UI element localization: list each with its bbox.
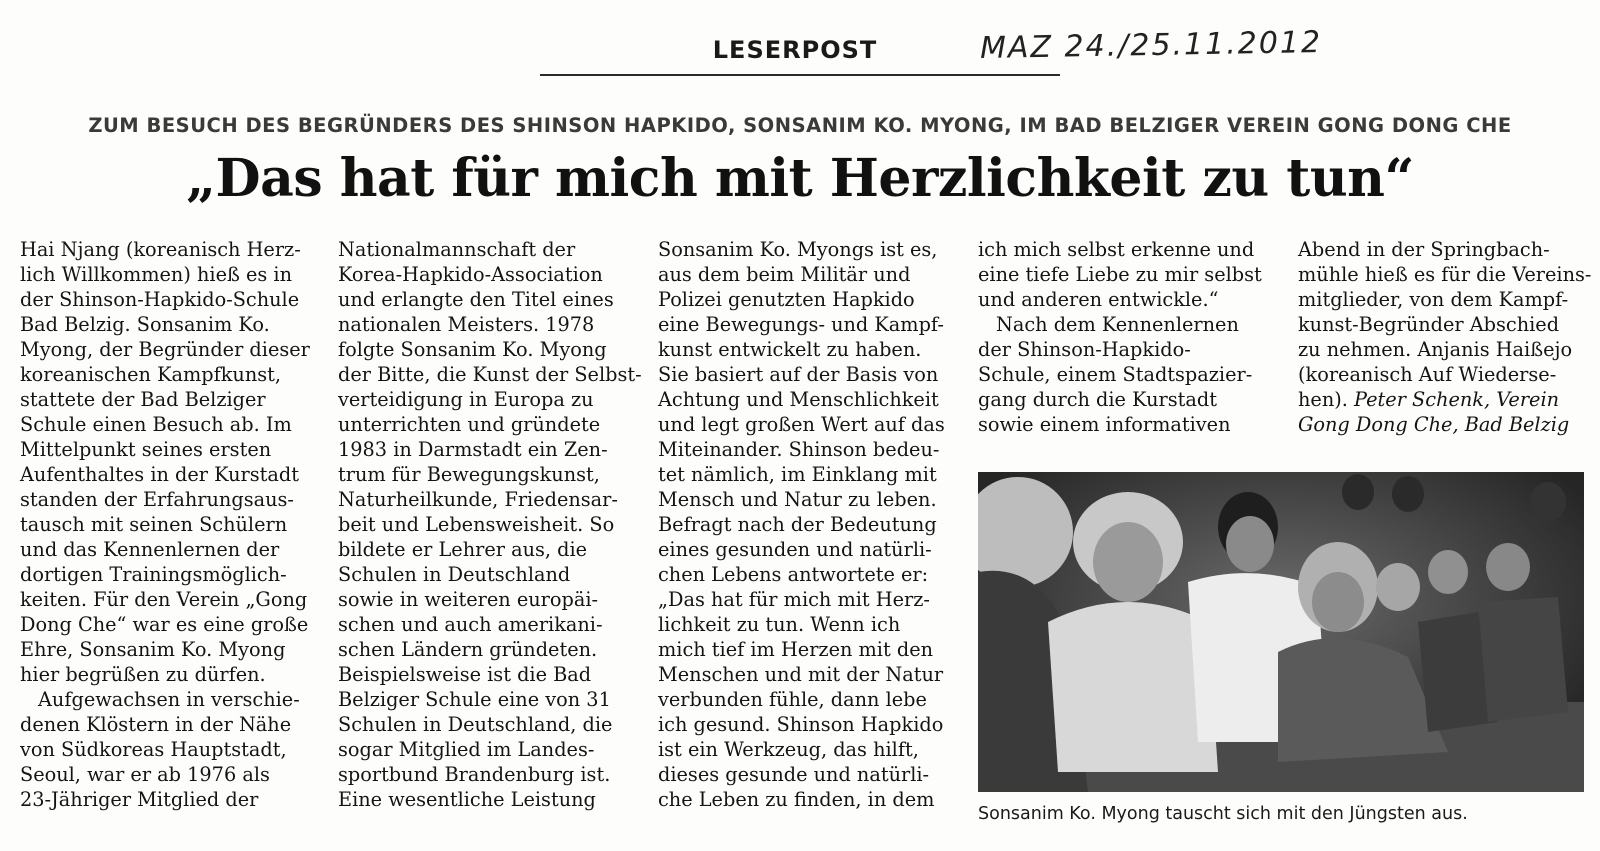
article-text-line: „Das hat für mich mit Herz- xyxy=(658,588,930,611)
article-text-line: tausch mit seinen Schülern xyxy=(20,513,288,536)
article-text-line: ist ein Werkzeug, das hilft, xyxy=(658,738,919,761)
article-text-line: aus dem beim Militär und xyxy=(658,263,911,286)
article-text-line: eines gesunden und natürli- xyxy=(658,538,932,561)
article-text-line: standen der Erfahrungsaus- xyxy=(20,488,294,511)
article-text-line: denen Klöstern in der Nähe xyxy=(20,713,292,736)
article-column-5 xyxy=(1298,237,1592,437)
article-text-line: ich mich selbst erkenne und xyxy=(978,238,1255,261)
article-text-line: sogar Mitglied im Landes- xyxy=(338,738,595,761)
article-text-line: Beispielsweise ist die Bad xyxy=(338,663,592,686)
article-text-line: zu nehmen. Anjanis Haißejo xyxy=(1298,338,1573,361)
article-text-line: tet nämlich, im Einklang mit xyxy=(658,463,937,486)
article-text-line: lichkeit zu tun. Wenn ich xyxy=(658,613,901,636)
article-text-line: Seoul, war er ab 1976 als xyxy=(20,763,270,786)
article-text-line: Menschen und mit der Natur xyxy=(658,663,944,686)
section-label: LESERPOST xyxy=(712,36,878,64)
section-rule xyxy=(540,74,1060,76)
article-text-line: Aufenthaltes in der Kurstadt xyxy=(20,463,299,486)
article-text-line: Mensch und Natur zu leben. xyxy=(658,488,937,511)
article-text-line: Nationalmannschaft der xyxy=(338,238,576,261)
article-text-line: keiten. Für den Verein „Gong xyxy=(20,588,308,611)
article-text-line: mühle hieß es für die Vereins- xyxy=(1298,263,1592,286)
photo-caption: Sonsanim Ko. Myong tauscht sich mit den Jüngsten aus. xyxy=(978,804,1468,824)
article-text-line: chen Lebens antwortete er: xyxy=(658,563,929,586)
article-kicker: ZUM BESUCH DES BEGRÜNDERS DES SHINSON HAPKIDO, SONSANIM KO. MYONG, IM BAD BELZIGER VEREIN GONG DONG CHE xyxy=(88,114,1512,137)
article-text-line: trum für Bewegungskunst, xyxy=(338,463,600,486)
article-text-line: Hai Njang (koreanisch Herz- xyxy=(20,238,301,261)
article-text-line: schen und auch amerikani- xyxy=(338,613,603,636)
photo-scene xyxy=(978,472,1584,792)
article-text-line: 1983 in Darmstadt ein Zen- xyxy=(338,438,608,461)
article-text-line: Schulen in Deutschland, die xyxy=(338,713,613,736)
article-column-3 xyxy=(658,237,948,812)
article-text-line: Nach dem Kennenlernen xyxy=(996,313,1239,336)
article-text-line: verteidigung in Europa zu xyxy=(338,388,594,411)
article-text-line: eine Bewegungs- und Kampf- xyxy=(658,313,944,336)
article-text-line: Naturheilkunde, Friedensar- xyxy=(338,488,618,511)
author-signature: Peter Schenk, Verein xyxy=(1347,388,1560,411)
article-text-line: Sonsanim Ko. Myongs ist es, xyxy=(658,238,938,261)
article-text-line: von Südkoreas Hauptstadt, xyxy=(20,738,287,761)
article-text-line: ich gesund. Shinson Hapkido xyxy=(658,713,944,736)
article-text-line: mitglieder, von dem Kampf- xyxy=(1298,288,1569,311)
article-text-line: dortigen Trainingsmöglich- xyxy=(20,563,287,586)
article-text-line: eine tiefe Liebe zu mir selbst xyxy=(978,263,1262,286)
article-text-line: lich Willkommen) hieß es in xyxy=(20,263,293,286)
article-text-line: kunst entwickelt zu haben. xyxy=(658,338,922,361)
article-text-line: Bad Belzig. Sonsanim Ko. xyxy=(20,313,270,336)
article-text-line: Befragt nach der Bedeutung xyxy=(658,513,937,536)
article-text-line: und legt großen Wert auf das xyxy=(658,413,945,436)
article-text-line: Eine wesentliche Leistung xyxy=(338,788,596,811)
article-text-line: 23-Jähriger Mitglied der xyxy=(20,788,259,811)
article-text-line: Korea-Hapkido-Association xyxy=(338,263,603,286)
article-text-line: folgte Sonsanim Ko. Myong xyxy=(338,338,607,361)
article-text-line: Mittelpunkt seines ersten xyxy=(20,438,272,461)
article-text-line: Schulen in Deutschland xyxy=(338,563,571,586)
article-text-line: Sie basiert auf der Basis von xyxy=(658,363,939,386)
article-text-line: unterrichten und gründete xyxy=(338,413,601,436)
article-text-line: Dong Che“ war es eine große xyxy=(20,613,309,636)
article-text-line: Polizei genutzten Hapkido xyxy=(658,288,915,311)
article-text-line: Abend in der Springbach- xyxy=(1298,238,1550,261)
article-column-2 xyxy=(338,237,642,812)
article-text-line: gang durch die Kurstadt xyxy=(978,388,1217,411)
article-text-line: verbunden fühle, dann lebe xyxy=(658,688,927,711)
article-text-line: sowie einem informativen xyxy=(978,413,1231,436)
article-text-line: Achtung und Menschlichkeit xyxy=(658,388,939,411)
article-headline: „Das hat für mich mit Herzlichkeit zu tun“ xyxy=(186,148,1414,209)
article-text-line: Aufgewachsen in verschie- xyxy=(38,688,300,711)
article-text-line: Schule einen Besuch ab. Im xyxy=(20,413,292,436)
article-text-line: hier begrüßen zu dürfen. xyxy=(20,663,266,686)
article-text-line: schen Ländern gründeten. xyxy=(338,638,598,661)
article-text-line: che Leben zu finden, in dem xyxy=(658,788,935,811)
article-text-line: und das Kennenlernen der xyxy=(20,538,280,561)
article-text-line: und erlangte den Titel eines xyxy=(338,288,614,311)
article-text-line: beit und Lebensweisheit. So xyxy=(338,513,615,536)
article-text-line: nationalen Meisters. 1978 xyxy=(338,313,595,336)
article-text-line: koreanischen Kampfkunst, xyxy=(20,363,282,386)
article-text-line: stattete der Bad Belziger xyxy=(20,388,266,411)
article-text-line: der Shinson-Hapkido-Schule xyxy=(20,288,300,311)
article-photo xyxy=(978,472,1584,792)
article-text-line: sportbund Brandenburg ist. xyxy=(338,763,611,786)
article-text-line: hen). Peter Schenk, Verein xyxy=(1298,388,1560,411)
article-text-line: dieses gesunde und natürli- xyxy=(658,763,930,786)
article-text-line: Schule, einem Stadtspazier- xyxy=(978,363,1253,386)
article-text-line: Myong, der Begründer dieser xyxy=(20,338,310,361)
handwritten-date-note: MAZ 24./25.11.2012 xyxy=(979,25,1323,66)
author-signature: Gong Dong Che, Bad Belzig xyxy=(1298,413,1570,436)
article-text-line: (koreanisch Auf Wiederse- xyxy=(1298,363,1557,386)
article-text-line: der Shinson-Hapkido- xyxy=(978,338,1191,361)
article-text-line: Miteinander. Shinson bedeu- xyxy=(658,438,940,461)
article-text-line: sowie in weiteren europäi- xyxy=(338,588,599,611)
article-text-line: der Bitte, die Kunst der Selbst- xyxy=(338,363,642,386)
article-text-line: bildete er Lehrer aus, die xyxy=(338,538,588,561)
article-column-1 xyxy=(20,237,310,812)
article-text-line: Ehre, Sonsanim Ko. Myong xyxy=(20,638,286,661)
article-text-line: kunst-Begründer Abschied xyxy=(1298,313,1560,336)
article-column-4 xyxy=(978,237,1268,437)
article-text-line: und anderen entwickle.“ xyxy=(978,288,1219,311)
article-text-line: mich tief im Herzen mit den xyxy=(658,638,934,661)
article-text-line: Belziger Schule eine von 31 xyxy=(338,688,611,711)
